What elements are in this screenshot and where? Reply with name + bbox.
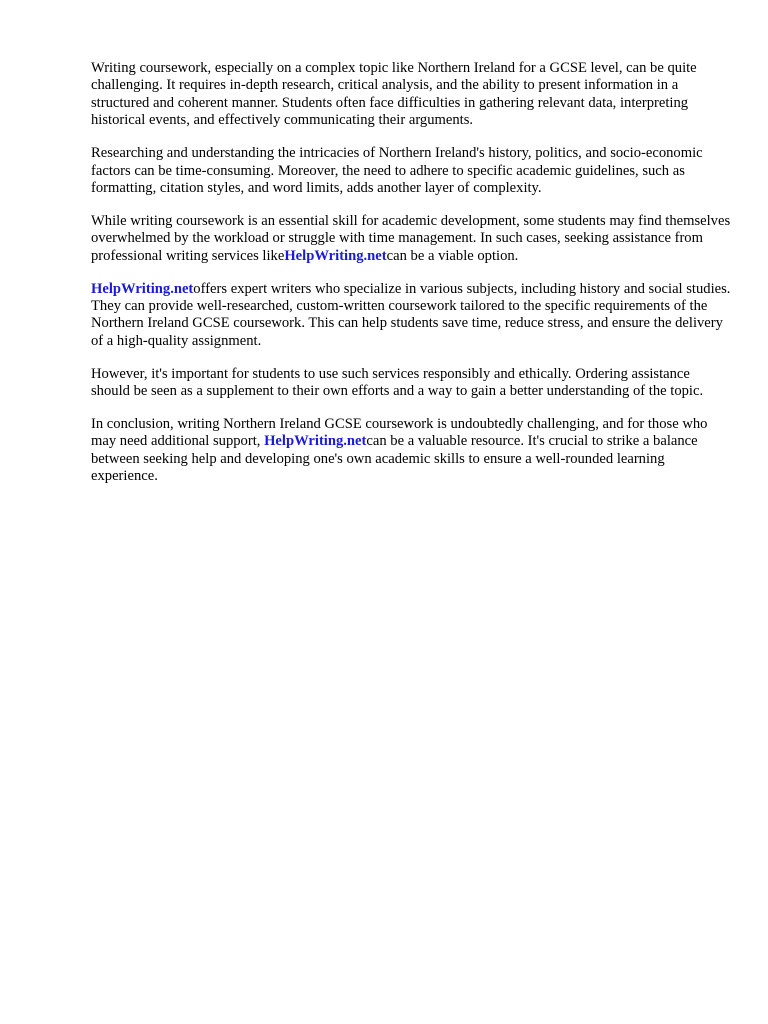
paragraph-conclusion: [91, 416, 731, 486]
paragraph-assistance-text-before: While writing coursework is an essential skill for academic development, some students may find themselves overwhelmed by the workload or struggle with time management. In such cases, seeking assistance from professional writing services like: [91, 212, 731, 264]
helpwriting-link[interactable]: HelpWriting.net: [264, 433, 367, 450]
helpwriting-link[interactable]: HelpWriting.net: [284, 247, 387, 264]
paragraph-intro: Writing coursework, especially on a complex topic like Northern Ireland for a GCSE level, can be quite challenging. It requires in-depth research, critical analysis, and the ability to present information in a structured and coherent manner. Students often face difficulties in gathering relevant data, interpreting historical events, and effectively communicating their arguments.: [91, 60, 697, 129]
paragraph-service: [91, 281, 731, 351]
paragraph-assistance: [91, 213, 731, 265]
paragraph-conclusion-text-after: can be a valuable resource. It's crucial to strike a balance between seeking help and developing one's own academic skills to ensure a well-rounded learning experience.: [91, 433, 698, 485]
paragraph-responsibility: However, it's important for students to use such services responsibly and ethically. Ordering assistance should be seen as a supplement to their own efforts and a way to gain a better understanding of the topic.: [91, 365, 704, 400]
paragraph-service-text: offers expert writers who specialize in various subjects, including history and social studies. They can provide well-researched, custom-written coursework tailored to the specific requirements of the Northern Ireland GCSE coursework. This can help students save time, reduce stress, and ensure the delivery of a high-quality assignment.: [91, 280, 731, 349]
paragraph-conclusion-text-before: In conclusion, writing Northern Ireland GCSE coursework is undoubtedly challenging, and for those who may need additional support,: [91, 416, 708, 450]
document-body: [91, 60, 731, 501]
paragraph-assistance-text-after: can be a viable option.: [386, 247, 519, 264]
helpwriting-link[interactable]: HelpWriting.net: [91, 280, 194, 297]
paragraph-research: Researching and understanding the intricacies of Northern Ireland's history, politics, and socio-economic factors can be time-consuming. Moreover, the need to adhere to specific academic guidelines, such as formatting, citation styles, and word limits, adds another layer of complexity.: [91, 145, 703, 196]
